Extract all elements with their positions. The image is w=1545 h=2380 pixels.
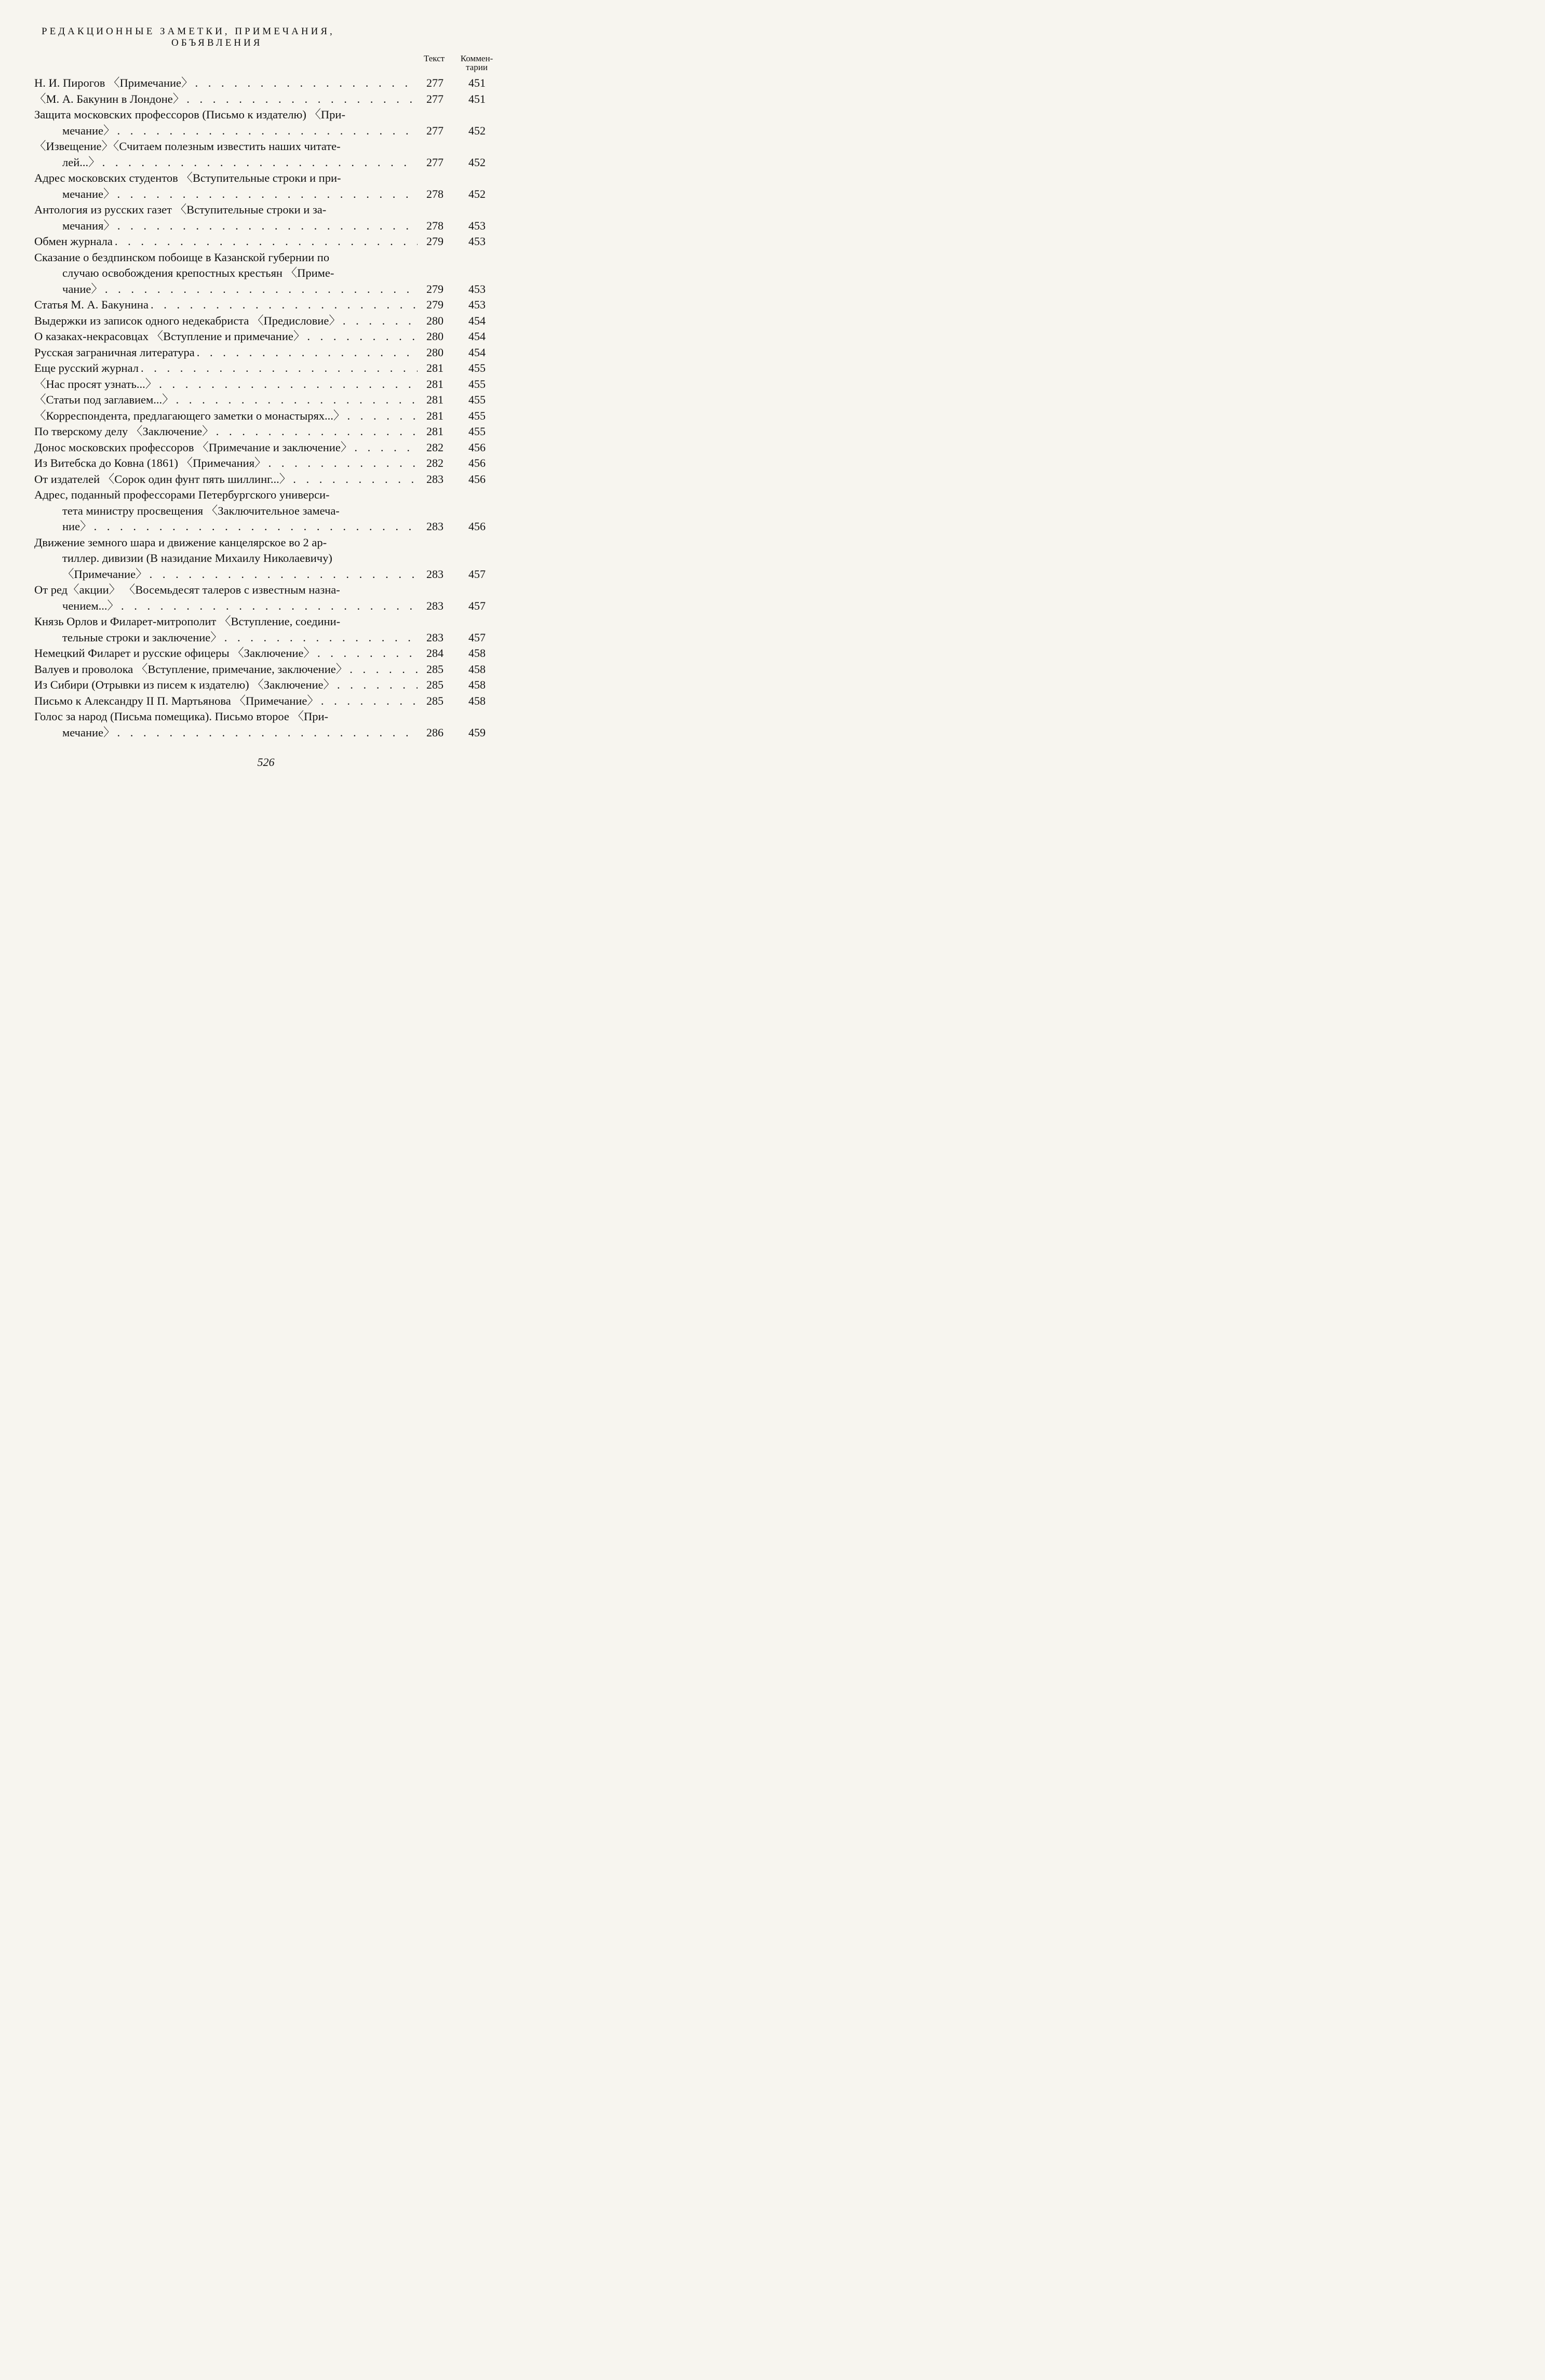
toc-entry-title: Русская заграничная литература — [34, 345, 195, 359]
toc-entry-leader-row — [34, 424, 420, 440]
toc-entry-leader-row — [62, 186, 420, 203]
toc-entry-leader-row — [62, 630, 420, 646]
toc-entry-comment-page: 456 — [468, 440, 486, 454]
toc-entry-comment-page: 458 — [468, 678, 486, 691]
toc-entry-line: От ред〈акции〉 〈Восемьдесят талеров с известным назна- — [34, 583, 340, 596]
dot-leader — [195, 75, 418, 91]
column-header-text — [415, 54, 453, 63]
toc-entry-leader-row — [62, 519, 420, 535]
toc-entry-leader-row — [34, 392, 420, 408]
toc-entry-page-number: 285 — [426, 678, 444, 691]
dot-leader — [117, 123, 418, 139]
dot-leader — [141, 360, 418, 377]
toc-entry-line: Антология из русских газет 〈Вступительные строки и за- — [34, 203, 327, 216]
toc-entry-line: Князь Орлов и Филарет-митрополит 〈Вступление, соедини- — [34, 615, 341, 628]
toc-entry-page-number: 281 — [426, 409, 444, 422]
toc-entry-comment-page: 459 — [468, 725, 486, 739]
dot-leader — [186, 91, 418, 107]
toc-entry-title: О казаках-некрасовцах 〈Вступление и примечание〉 — [34, 330, 305, 343]
dot-leader — [216, 424, 418, 440]
toc-entry-page-number: 285 — [426, 662, 444, 676]
toc-entry-line: 〈Извещение〉〈Считаем полезным известить наших читате- — [34, 140, 341, 153]
toc-entry-comment-page: 455 — [468, 393, 486, 406]
toc-entry-comment-page: 454 — [468, 314, 486, 327]
toc-entry-title: 〈Статьи под заглавием...〉 — [34, 393, 174, 406]
heading-line-1: РЕДАКЦИОННЫЕ ЗАМЕТКИ, ПРИМЕЧАНИЯ, — [42, 26, 335, 37]
toc-entry-leader-row — [34, 646, 420, 662]
dot-leader — [121, 598, 418, 614]
toc-entry-line: Адрес московских студентов 〈Вступительные строки и при- — [34, 171, 341, 184]
dot-leader — [105, 281, 418, 298]
toc-entry-title: мечания〉 — [62, 219, 115, 232]
toc-entry-page-number: 277 — [426, 76, 444, 89]
dot-leader — [293, 472, 418, 488]
dot-leader — [337, 677, 418, 693]
toc-entry-comment-page: 453 — [468, 235, 486, 248]
section-heading — [42, 26, 421, 49]
toc-entry-page-number: 284 — [426, 647, 444, 660]
toc-entry-title: Еще русский журнал — [34, 361, 139, 374]
column-header-comments-line-2: тарии — [466, 62, 488, 72]
toc-entry-title: По тверскому делу 〈Заключение〉 — [34, 425, 214, 438]
toc-entry-page-number: 277 — [426, 155, 444, 169]
toc-entry-page-number: 283 — [426, 630, 444, 644]
dot-leader — [268, 455, 418, 472]
dot-leader — [150, 567, 418, 583]
toc-entry-line: тиллер. дивизии (В назидание Михаилу Николаевичу) — [62, 552, 332, 564]
column-header-comments-line-1: Коммен- — [460, 53, 493, 63]
toc-entry-comment-page: 453 — [468, 298, 486, 311]
toc-entry-page-number: 283 — [426, 599, 444, 612]
column-header-comments — [451, 54, 503, 72]
toc-entry-comment-page: 456 — [468, 456, 486, 469]
document-page — [0, 0, 532, 819]
toc-entry-comment-page: 455 — [468, 361, 486, 374]
toc-entry-page-number: 277 — [426, 92, 444, 105]
toc-entry-page-number: 282 — [426, 440, 444, 454]
dot-leader — [307, 329, 418, 345]
dot-leader — [197, 345, 418, 361]
dot-leader — [317, 646, 418, 662]
toc-entry-leader-row — [34, 91, 420, 107]
dot-leader — [102, 155, 418, 171]
toc-entry-title: лей...〉 — [62, 155, 100, 169]
toc-entry-page-number: 281 — [426, 393, 444, 406]
toc-entry-title: 〈Корреспондента, предлагающего заметки о монастырях...〉 — [34, 409, 345, 422]
toc-entry-title: чением...〉 — [62, 599, 119, 612]
toc-entry-leader-row — [34, 313, 420, 329]
toc-entry-comment-page: 454 — [468, 330, 486, 343]
dot-leader — [94, 519, 418, 535]
toc-entry-line: Защита московских профессоров (Письмо к издателю) 〈При- — [34, 108, 345, 121]
toc-entry-title: мечание〉 — [62, 187, 115, 200]
toc-entry-title: Н. И. Пирогов 〈Примечание〉 — [34, 76, 193, 89]
toc-entry-comment-page: 457 — [468, 630, 486, 644]
toc-entry-comment-page: 455 — [468, 425, 486, 438]
toc-entry-title: ние〉 — [62, 520, 92, 533]
column-header-text-label: Текст — [423, 53, 445, 63]
toc-entry-leader-row — [62, 218, 420, 234]
toc-entry-page-number: 280 — [426, 345, 444, 359]
toc-entry-comment-page: 456 — [468, 472, 486, 486]
toc-entry-comment-page: 452 — [468, 155, 486, 169]
toc-entry-leader-row — [34, 234, 420, 250]
toc-entry-leader-row — [34, 297, 420, 313]
dot-leader — [117, 725, 418, 741]
toc-entry-comment-page: 451 — [468, 92, 486, 105]
toc-entry-page-number: 283 — [426, 520, 444, 533]
toc-entry-title: Письмо к Александру II П. Мартьянова 〈Примечание〉 — [34, 694, 319, 707]
dot-leader — [354, 440, 418, 456]
toc-entry-page-number: 283 — [426, 472, 444, 486]
dot-leader — [117, 218, 418, 234]
toc-entry-title: 〈Нас просят узнать...〉 — [34, 377, 157, 391]
toc-entry-comment-page: 457 — [468, 599, 486, 612]
dot-leader — [224, 630, 418, 646]
toc-entry-line: тета министру просвещения 〈Заключительное замеча- — [62, 504, 340, 517]
toc-entry-line: Голос за народ (Письма помещика). Письмо второе 〈При- — [34, 710, 329, 723]
toc-entry-leader-row — [62, 567, 420, 583]
toc-entry-title: 〈Примечание〉 — [62, 567, 147, 581]
toc-entry-leader-row — [34, 345, 420, 361]
toc-entry-page-number: 281 — [426, 377, 444, 391]
toc-entry-title: Из Витебска до Ковна (1861) 〈Примечания〉 — [34, 456, 266, 469]
toc-entry-comment-page: 458 — [468, 647, 486, 660]
toc-entry-comment-page: 455 — [468, 409, 486, 422]
toc-entry-comment-page: 451 — [468, 76, 486, 89]
toc-entry-page-number: 279 — [426, 282, 444, 295]
toc-entry-comment-page: 455 — [468, 377, 486, 391]
toc-entry-comment-page: 453 — [468, 219, 486, 232]
toc-entry-title: 〈М. А. Бакунин в Лондоне〉 — [34, 92, 185, 105]
toc-entry-leader-row — [62, 725, 420, 741]
toc-entry-title: Выдержки из записок одного недекабриста 〈Предисловие〉 — [34, 314, 341, 327]
toc-entry-leader-row — [34, 75, 420, 91]
toc-entry-page-number: 286 — [426, 725, 444, 739]
toc-entry-comment-page: 453 — [468, 282, 486, 295]
toc-entry-leader-row — [62, 281, 420, 298]
toc-entry-title: Из Сибири (Отрывки из писем к издателю) 〈Заключение〉 — [34, 678, 335, 691]
dot-leader — [151, 297, 418, 313]
toc-entry-title: Обмен журнала — [34, 235, 113, 248]
toc-entry-leader-row — [34, 693, 420, 709]
toc-entry-leader-row — [34, 662, 420, 678]
toc-entry-page-number: 285 — [426, 694, 444, 707]
toc-entry-line: случаю освобождения крепостных крестьян 〈Приме- — [62, 266, 334, 279]
toc-entry-title: От издателей 〈Сорок один фунт пять шиллинг...〉 — [34, 472, 291, 486]
toc-entry-page-number: 279 — [426, 298, 444, 311]
toc-entry-comment-page: 456 — [468, 520, 486, 533]
toc-entry-leader-row — [34, 377, 420, 393]
toc-entry-page-number: 281 — [426, 425, 444, 438]
toc-entry-page-number: 278 — [426, 187, 444, 200]
toc-entry-leader-row — [34, 329, 420, 345]
toc-entry-leader-row — [34, 677, 420, 693]
toc-entry-page-number: 279 — [426, 235, 444, 248]
toc-entry-comment-page: 454 — [468, 345, 486, 359]
toc-entry-page-number: 277 — [426, 124, 444, 137]
toc-entry-leader-row — [62, 123, 420, 139]
toc-entry-line: Движение земного шара и движение канцелярское во 2 ар- — [34, 535, 327, 549]
toc-entry-title: тельные строки и заключение〉 — [62, 630, 222, 644]
dot-leader — [115, 234, 418, 250]
toc-entry-title: Донос московских профессоров 〈Примечание и заключение〉 — [34, 440, 353, 454]
page-number: 526 — [257, 756, 275, 769]
toc-entry-leader-row — [62, 598, 420, 614]
toc-entry-comment-page: 458 — [468, 662, 486, 676]
toc-entry-leader-row — [34, 360, 420, 377]
toc-entry-title: Валуев и проволока 〈Вступление, примечание, заключение〉 — [34, 662, 348, 676]
dot-leader — [350, 662, 418, 678]
toc-entry-title: Немецкий Филарет и русские офицеры 〈Заключение〉 — [34, 647, 315, 660]
toc-entry-title: мечание〉 — [62, 124, 115, 137]
toc-entry-page-number: 280 — [426, 330, 444, 343]
toc-entry-line: Сказание о бездпинском побоище в Казанской губернии по — [34, 250, 330, 264]
toc-entry-page-number: 280 — [426, 314, 444, 327]
toc-entry-page-number: 282 — [426, 456, 444, 469]
toc-entry-title: чание〉 — [62, 282, 103, 295]
heading-line-2: ОБЪЯВЛЕНИЯ — [171, 37, 263, 48]
dot-leader — [176, 392, 418, 408]
toc-entry-leader-row — [34, 440, 420, 456]
toc-entry-comment-page: 452 — [468, 124, 486, 137]
dot-leader — [159, 377, 418, 393]
toc-entry-page-number: 281 — [426, 361, 444, 374]
toc-entry-title: мечание〉 — [62, 725, 115, 739]
toc-entry-page-number: 278 — [426, 219, 444, 232]
toc-entry-leader-row — [34, 455, 420, 472]
dot-leader — [321, 693, 418, 709]
toc-entry-line: Адрес, поданный профессорами Петербургского универси- — [34, 488, 330, 501]
toc-entry-comment-page: 458 — [468, 694, 486, 707]
dot-leader — [343, 313, 418, 329]
toc-entry-leader-row — [62, 155, 420, 171]
toc-entry-leader-row — [34, 472, 420, 488]
dot-leader — [347, 408, 418, 424]
dot-leader — [117, 186, 418, 203]
toc-entry-comment-page: 457 — [468, 567, 486, 581]
toc-entry-leader-row — [34, 408, 420, 424]
toc-entry-title: Статья М. А. Бакунина — [34, 298, 149, 311]
toc-entry-page-number: 283 — [426, 567, 444, 581]
toc-entry-comment-page: 452 — [468, 187, 486, 200]
